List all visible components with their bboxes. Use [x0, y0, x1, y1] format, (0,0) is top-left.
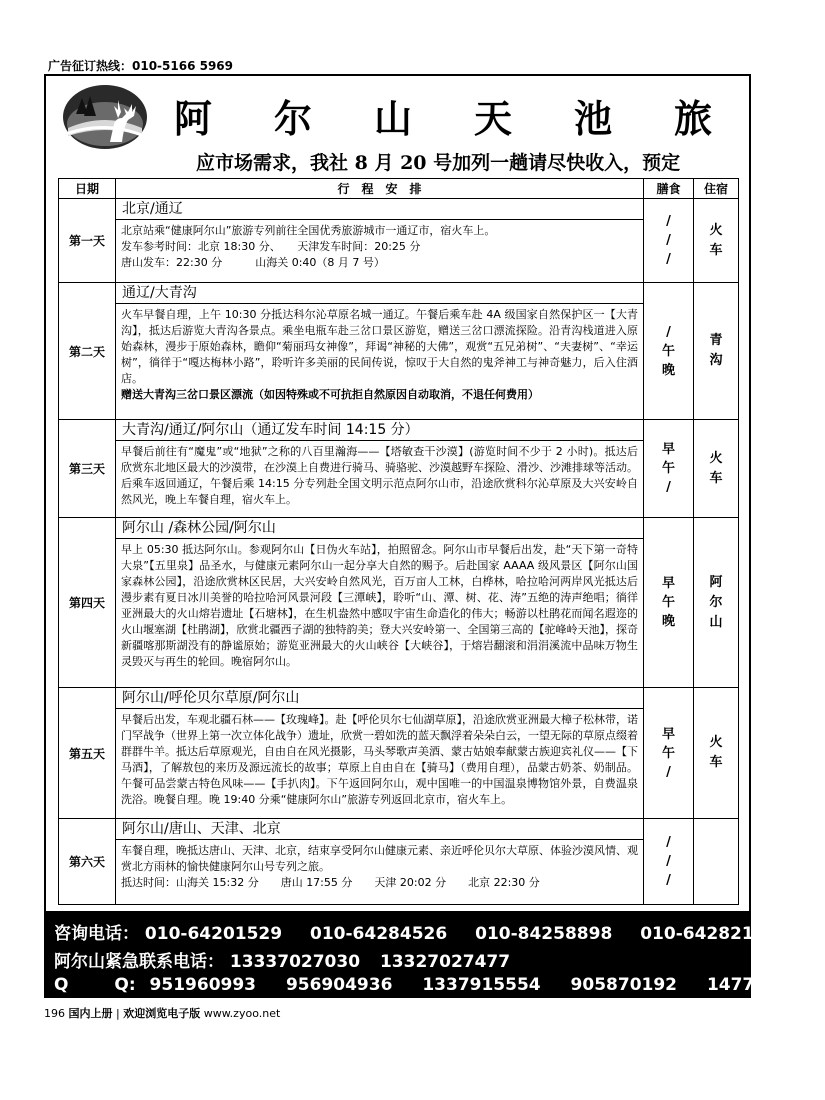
page-title	[46, 88, 751, 144]
meal-cell: 早 午 /	[644, 420, 694, 518]
col-date: 日期	[59, 179, 116, 199]
day-label: 第五天	[59, 688, 116, 819]
route-title: 大青沟/通辽/阿尔山（通辽发车时间 14:15 分）	[116, 420, 643, 441]
day-label: 第二天	[59, 283, 116, 420]
route-description: 火车早餐自理，上午 10:30 分抵达科尔沁草原名城一通辽。午餐后乘车赴 4A 级国家自然保护区一【大青沟】，抵达后游览大青沟各景点。乘坐电瓶车赴三岔口景区游览，赠送三岔口漂流探险。沿青沟栈道进入原始森林，漫步于原始森林，瞻仰“菊丽玛女神像”，拜谒“神秘的大佛”，观赏“五兄弟树”、“夫妻树”、“幸运树”，徜徉于“嘎达梅林小路”，聆听许多美丽的民间传说，惊叹于大自然的鬼斧神工与神奇魅力，后入住酒店。 赠送大青沟三岔口景区漂流（如因特殊或不可抗拒自然原因自动取消，不退任何费用）	[121, 308, 638, 401]
stay-cell: 青 沟	[694, 283, 739, 420]
qq-prefix: Q	[54, 975, 69, 995]
footer-slogan: 欢迎浏览电子版	[123, 1007, 201, 1020]
title-char: 山	[374, 96, 413, 141]
route-title: 北京/通辽	[116, 199, 643, 220]
stay-cell: 火 车	[694, 688, 739, 819]
table-row	[59, 420, 739, 518]
route-description: 早餐后前往有“魔鬼”或“地狱”之称的八百里瀚海——【塔敏查干沙漠】(游览时间不少于 2 小时)。抵达后欣赏东北地区最大的沙漠带，在沙漠上自费进行骑马、骑骆驼、沙漠越野车探险、滑沙、沙滩排球等活动。后乘车返回通辽，午餐后乘 14:15 分专列赴全国文明示范点阿尔山市，沿途欣赏科尔沁草原及大兴安岭自然风光，晚上车餐自理，宿火车上。	[121, 445, 638, 506]
phone-number: 13337027030	[229, 952, 361, 972]
emergency-label: 阿尔山紧急联系电话：	[54, 952, 224, 972]
emergency-phones	[54, 947, 510, 972]
stay-cell: 火 车	[694, 199, 739, 283]
table-header-row	[59, 179, 739, 199]
phone-number: 010-84258898	[475, 924, 613, 944]
route-title: 阿尔山/唐山、天津、北京	[116, 819, 643, 840]
day-label: 第三天	[59, 420, 116, 518]
day-content	[116, 819, 644, 905]
title-char: 尔	[274, 96, 313, 141]
route-description: 早餐后出发，车观北疆石林——【玫瑰峰】。赴【呼伦贝尔七仙湖草原】，沿途欣赏亚洲最大樟子松林带，诺门罕战争（世界上第一次立体化战争）遗址，欣赏一碧如洗的蓝天飘浮着朵朵白云，一望无际的草原点缀着群群牛羊。抵达后草原观光，自由自在风光摄影，马头琴歌声美酒、蒙古姑娘奉献蒙古族迎宾礼仪——【下马酒】，了解敖包的来历及源远流长的故事；草原上自由自在【骑马】（费用自理），品蒙古奶茶、奶制品。午餐可品尝蒙古特色风味——【手扒肉】。下午返回阿尔山，观中国唯一的中国温泉博物馆外景，自费温泉洗浴。晚餐自理。晚 19:40 分乘“健康阿尔山”旅游专列返回北京市，宿火车上。	[121, 713, 638, 806]
route-note: 赠送大青沟三岔口景区漂流（如因特殊或不可抗拒自然原因自动取消，不退任何费用）	[121, 388, 539, 401]
website-link[interactable]: www.zyoo.net	[203, 1007, 281, 1020]
phone-number: 010-64282143	[640, 924, 778, 944]
col-itinerary: 行 程 安 排	[116, 179, 644, 199]
consult-phones	[54, 919, 777, 944]
table-row	[59, 199, 739, 283]
consult-label: 咨询电话：	[54, 924, 139, 944]
col-stay: 住宿	[694, 179, 739, 199]
title-char: 旅	[674, 96, 713, 141]
meal-cell: / 午 晚	[644, 283, 694, 420]
table-row	[59, 283, 739, 420]
meal-cell: 早 午 /	[644, 688, 694, 819]
phone-number: 13327027477	[379, 952, 511, 972]
subtitle: 应市场需求，我社 8 月 20 号加列一趟请尽快收入，预定	[196, 152, 681, 174]
qq-number: 1337915554	[422, 975, 541, 995]
meal-cell: / / /	[644, 819, 694, 905]
title-char: 阿	[174, 96, 213, 141]
table-row	[59, 688, 739, 819]
qq-label: Q:	[114, 975, 136, 995]
qq-number: 905870192	[570, 975, 678, 995]
day-content	[116, 199, 644, 283]
qq-number: 956904936	[285, 975, 393, 995]
stay-cell	[694, 819, 739, 905]
stay-cell: 阿 尔 山	[694, 518, 739, 688]
stay-cell: 火 车	[694, 420, 739, 518]
phone-number: 010-64201529	[144, 924, 283, 944]
table-row	[59, 518, 739, 688]
col-meal: 膳食	[644, 179, 694, 199]
meal-cell: 早 午 晚	[644, 518, 694, 688]
day-label: 第一天	[59, 199, 116, 283]
route-title: 通辽/大青沟	[116, 283, 643, 304]
day-content	[116, 518, 644, 688]
qq-numbers	[54, 975, 825, 995]
table-row	[59, 819, 739, 905]
section-name: 国内上册	[68, 1007, 113, 1020]
itinerary-table	[58, 178, 739, 905]
day-label: 第六天	[59, 819, 116, 905]
meal-cell: / / /	[644, 199, 694, 283]
day-label: 第四天	[59, 518, 116, 688]
title-char: 池	[574, 96, 613, 141]
ad-hotline: 广告征订热线：010-5166 5969	[48, 59, 234, 73]
route-description: 车餐自理，晚抵达唐山、天津、北京，结束享受阿尔山健康元素、亲近呼伦贝尔大草原、体验沙漠风情、观赏北方雨林的愉快健康阿尔山号专列之旅。 抵达时间：山海关 15:32 分 唐山 17:55 分 天津 20:02 分 北京 22:30 分	[121, 844, 638, 889]
title-char: 天	[474, 96, 513, 141]
flyer-frame	[44, 74, 751, 913]
page-footer: 196 国内上册 | 欢迎浏览电子版 www.zyoo.net	[44, 1007, 281, 1020]
day-content	[116, 420, 644, 518]
route-title: 阿尔山/呼伦贝尔草原/阿尔山	[116, 688, 643, 709]
route-description: 早上 05:30 抵达阿尔山。参观阿尔山【日伪火车站】，拍照留念。阿尔山市早餐后出发，赴“天下第一奇特大泉”【五里泉】品圣水，与健康元素阿尔山一起分享大自然的赐予。后赴国家 AAAA 级风景区【阿尔山国家森林公园】，沿途欣赏林区民居，大兴安岭自然风光，百万亩人工林，白桦林，哈拉哈河两岸风光抵达后漫步素有夏日冰川美誉的哈拉哈河风景河段【三潭峡】，聆听“山、潭、树、花、涛”五绝的涛声绝唱；徜徉亚洲最大的火山熔岩遗址【石塘林】，在生机盎然中感叹宇宙生命造化的伟大；畅游以杜鹃花而闻名遐迩的火山堰塞湖【杜鹃湖】，欣赏北疆西子湖的独特韵美；登大兴安岭第一、全国第三高的【驼峰岭天池】，探奇新疆喀那斯湖没有的静谧原始；游览亚洲最大的火山峡谷【大峡谷】，于熔岩翻滚和涓涓溪流中品味万物生灵毁灭与再生的轮回。晚宿阿尔山。	[121, 543, 638, 668]
route-title: 阿尔山 /森林公园/阿尔山	[116, 518, 643, 539]
phone-number: 010-64284526	[310, 924, 448, 944]
route-description: 北京站乘“健康阿尔山”旅游专列前往全国优秀旅游城市一通辽市，宿火车上。 发车参考时间：北京 18:30 分、 天津发车时间：20:25 分 唐山发车：22:30 分 山海关 0:40（8 月 7 号）	[121, 224, 496, 269]
qq-number: 951960993	[149, 975, 257, 995]
contact-panel	[44, 913, 825, 998]
day-content	[116, 688, 644, 819]
page-number: 196	[44, 1007, 65, 1020]
qq-number: 1477253272	[706, 975, 825, 995]
day-content	[116, 283, 644, 420]
